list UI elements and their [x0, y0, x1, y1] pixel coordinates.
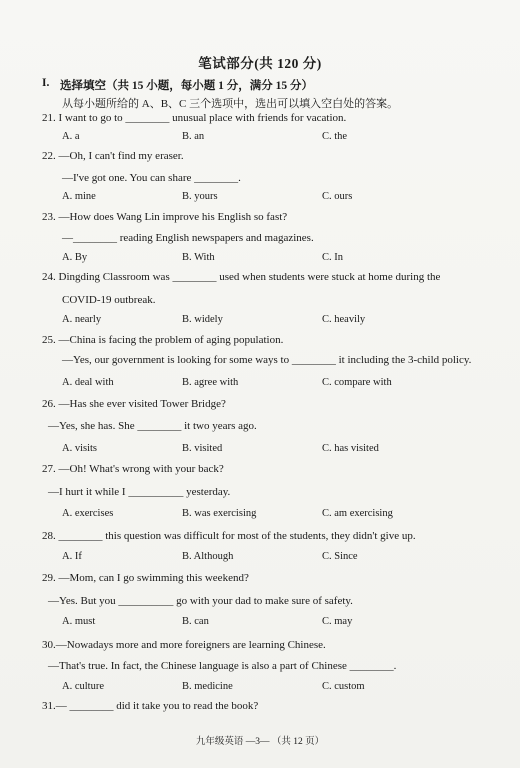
answer-option: C. am exercising: [322, 508, 393, 519]
page-title: 笔试部分(共 120 分): [198, 56, 322, 71]
question-line: —That's true. In fact, the Chinese language is also a part of Chinese ________.: [48, 660, 397, 672]
question-line: —I've got one. You can share ________.: [62, 172, 241, 184]
answer-option: A. visits: [62, 443, 98, 454]
answer-option: B. can: [182, 616, 209, 627]
answer-option: B. widely: [182, 314, 223, 325]
question-line: —Yes, our government is looking for some ways to ________ it including the 3-child policy.: [62, 354, 472, 366]
section-heading: 选择填空（共 15 小题，每小题 1 分，满分 15 分）: [60, 80, 313, 92]
answer-option: C. custom: [322, 681, 365, 692]
question-line: 21. I want to go to ________ unusual place with friends for vacation.: [42, 112, 347, 124]
section-instruction: 从每小题所给的 A、B、C 三个选项中，选出可以填入空白处的答案。: [62, 98, 399, 110]
answer-option: C. Since: [322, 551, 358, 562]
answer-option: B. was exercising: [182, 508, 257, 519]
answer-option: C. the: [322, 131, 348, 142]
answer-option: B. yours: [182, 191, 218, 202]
answer-option: A. must: [62, 616, 96, 627]
question-line: 24. Dingding Classroom was ________ used when students were stuck at home during the: [42, 271, 441, 283]
question-line: 25. —China is facing the problem of aging population.: [42, 334, 284, 346]
answer-option: C. ours: [322, 191, 353, 202]
question-line: COVID-19 outbreak.: [62, 294, 156, 306]
answer-option: B. agree with: [182, 377, 239, 388]
question-line: 23. —How does Wang Lin improve his English so fast?: [42, 211, 288, 223]
answer-option: A. mine: [62, 191, 96, 202]
answer-option: B. With: [182, 252, 215, 263]
question-line: —________ reading English newspapers and magazines.: [62, 232, 314, 244]
answer-option: A. If: [62, 551, 82, 562]
page-footer: 九年级英语 —3— （共 12 页）: [195, 737, 325, 747]
answer-option: A. exercises: [62, 508, 114, 519]
question-line: 27. —Oh! What's wrong with your back?: [42, 463, 224, 475]
answer-option: C. In: [322, 252, 343, 263]
answer-option: B. visited: [182, 443, 223, 454]
question-line: 22. —Oh, I can't find my eraser.: [42, 150, 184, 162]
question-line: 26. —Has she ever visited Tower Bridge?: [42, 398, 226, 410]
answer-option: A. By: [62, 252, 88, 263]
question-line: 30.—Nowadays more and more foreigners are learning Chinese.: [42, 639, 326, 651]
question-line: —Yes. But you __________ go with your dad to make sure of safety.: [48, 595, 353, 607]
answer-option: A. nearly: [62, 314, 102, 325]
answer-option: B. an: [182, 131, 205, 142]
question-line: 28. ________ this question was difficult for most of the students, they didn't give up.: [42, 530, 416, 542]
answer-option: A. culture: [62, 681, 104, 692]
answer-option: C. heavily: [322, 314, 366, 325]
answer-option: A. deal with: [62, 377, 114, 388]
answer-option: A. a: [62, 131, 80, 142]
answer-option: C. compare with: [322, 377, 392, 388]
section-number: I.: [42, 77, 50, 89]
answer-option: C. has visited: [322, 443, 379, 454]
answer-option: B. Although: [182, 551, 234, 562]
question-line: 31.— ________ did it take you to read the book?: [42, 700, 259, 712]
answer-option: B. medicine: [182, 681, 233, 692]
question-line: 29. —Mom, can I go swimming this weekend?: [42, 572, 249, 584]
question-line: —I hurt it while I __________ yesterday.: [48, 486, 231, 498]
answer-option: C. may: [322, 616, 353, 627]
question-line: —Yes, she has. She ________ it two years ago.: [48, 420, 257, 432]
